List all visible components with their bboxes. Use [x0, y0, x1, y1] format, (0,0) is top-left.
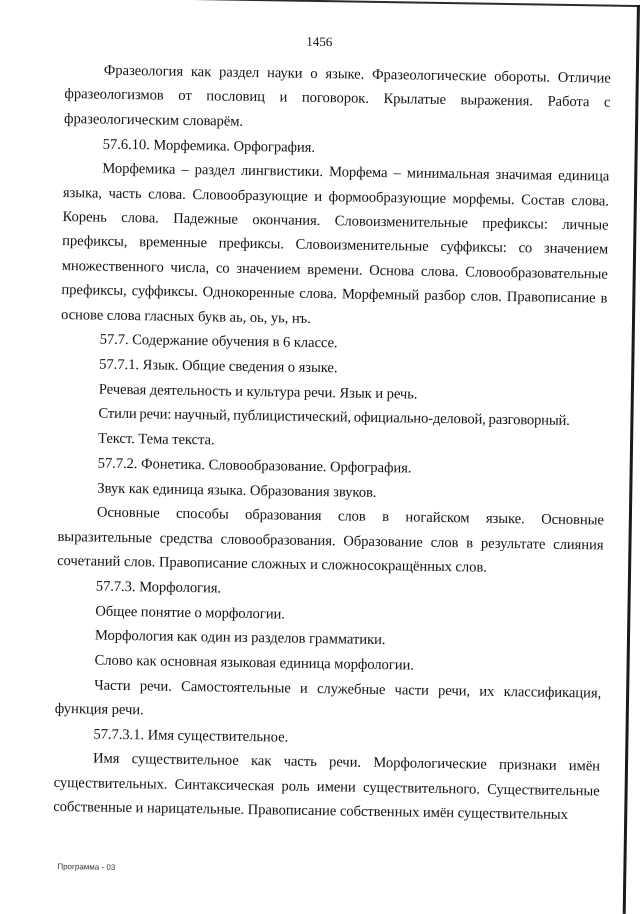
paragraph-noun: Имя существительное как часть речи. Морфологические признаки имён существительных. Синтаксическая роль имени существительного. Существительные собственные и нарицательные. Правописание собственных имён существительных	[53, 750, 601, 824]
footer-program-label: Программа - 03	[57, 861, 116, 872]
paragraph-word-formation: Основные способы образования слов в ногайском языке. Основные выразительные средства словообразования. Образование слов в результате слияния сочетаний слов. Правописание сложных и сложносокращённых слов.	[57, 504, 604, 576]
section-heading-57-7-3: 57.7.3. Морфология.	[95, 578, 222, 597]
scan-edge-right	[623, 5, 640, 914]
page-number: 1456	[306, 33, 333, 50]
paragraph-speech-styles: Стили речи: научный, публицистический, официально-деловой, разговорный.	[98, 406, 570, 430]
section-heading-57-7-1: 57.7.1. Язык. Общие сведения о языке.	[99, 356, 338, 377]
paragraph-morphology-grammar: Морфология как один из разделов грамматики.	[94, 627, 386, 649]
section-heading-57-6-10: 57.6.10. Морфемика. Орфография.	[102, 136, 316, 156]
scan-edge-top	[0, 0, 640, 7]
paragraph-phraseology: Фразеология как раздел науки о языке. Фразеологические обороты. Отличие фразеологизмов от пословиц и поговорок. Крылатые выражения. Работа с фразеологическим словарём.	[63, 62, 611, 130]
section-heading-57-7: 57.7. Содержание обучения в 6 классе.	[99, 331, 338, 352]
paragraph-sound: Звук как единица языка. Образования звуков.	[97, 480, 377, 501]
page-body	[53, 58, 611, 828]
paragraph-word-unit: Слово как основная языковая единица морфологии.	[94, 652, 415, 674]
section-heading-57-7-2: 57.7.2. Фонетика. Словообразование. Орфография.	[97, 455, 412, 477]
section-heading-57-7-3-1: 57.7.3.1. Имя существительное.	[93, 726, 289, 746]
paragraph-morphemics: Морфемика – раздел лингвистики. Морфема – минимальная значимая единица языка, часть слова. Словообразующие и формообразующие морфемы. Состав слова. Корень слова. Падежные окончания. Словоизменительные префиксы: личные префиксы, временные префиксы. Словоизменительные суффиксы: со значением множественного числа, со значением времени. Основа слова. Словообразовательные префиксы, суффиксы. Однокоренные слова. Морфемный разбор слов. Правописание в основе слова гласных букв аь, оь, уь, нъ.	[60, 160, 610, 327]
paragraph-parts-of-speech: Части речи. Самостоятельные и служебные части речи, их классификация, функция речи.	[54, 677, 602, 719]
paragraph-morphology-general: Общее понятие о морфологии.	[95, 603, 286, 623]
paragraph-text-topic: Текст. Тема текста.	[97, 430, 215, 449]
paragraph-speech-activity: Речевая деятельность и культура речи. Язык и речь.	[98, 381, 418, 403]
